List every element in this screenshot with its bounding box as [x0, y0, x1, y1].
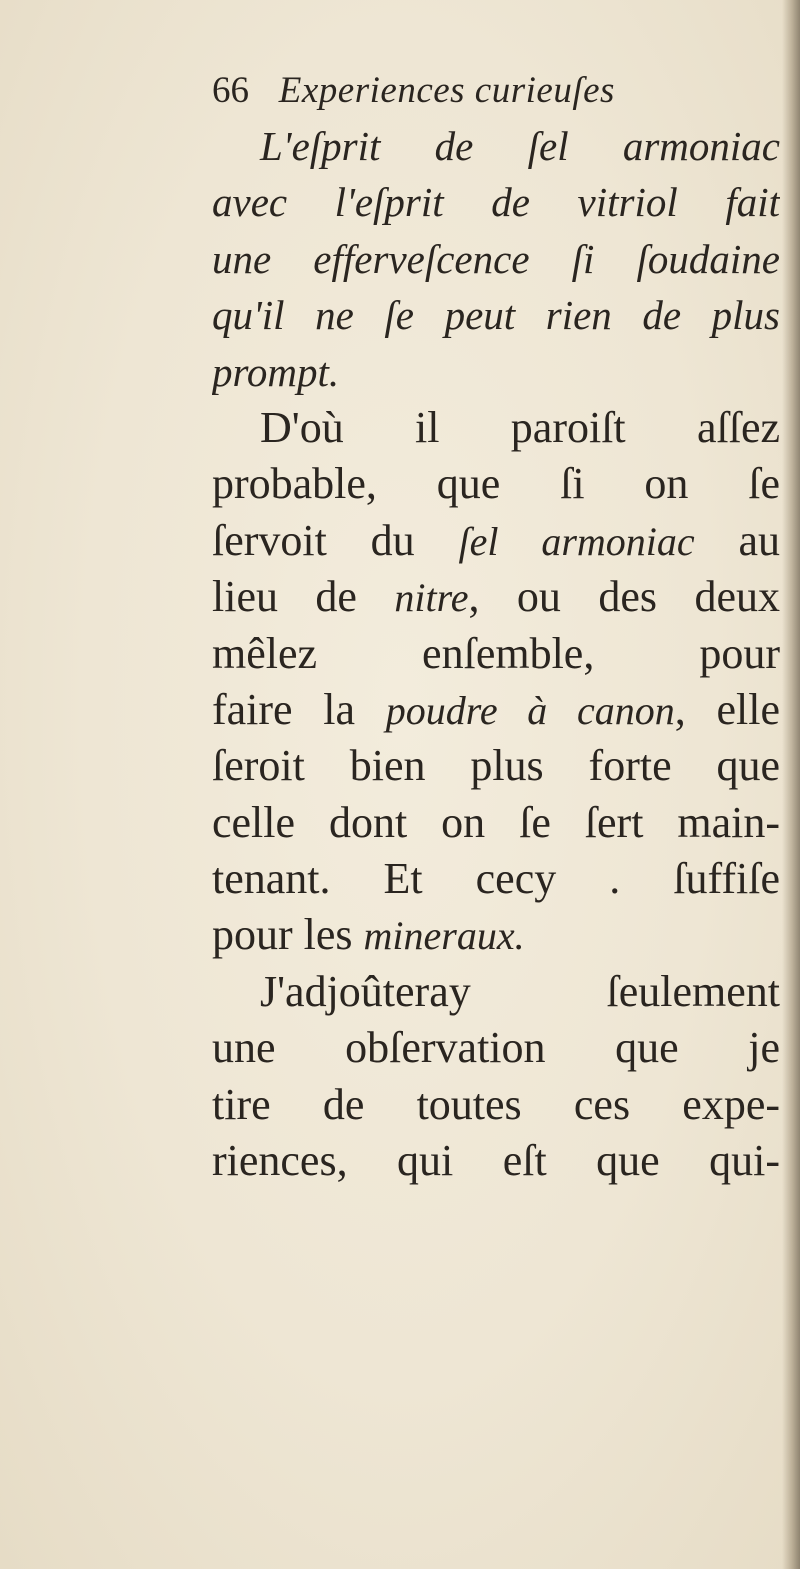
italic-text-segment: nitre [394, 575, 469, 621]
body-text [212, 118, 780, 1189]
text-line [212, 344, 780, 400]
text-line [212, 569, 780, 625]
italic-text-segment: prompt. [212, 348, 340, 395]
italic-text-segment: une efferveſcence ſi ſoudaine [212, 235, 780, 282]
text-segment: celle dont on ſe ſert main- [212, 797, 780, 847]
text-line [212, 964, 780, 1020]
text-segment: D'où il paroiſt aſſez [260, 402, 780, 452]
text-segment: ſervoit du [212, 515, 459, 565]
text-line [212, 1077, 780, 1133]
page-number: 66 [212, 70, 249, 111]
running-header [212, 62, 780, 118]
text-line [212, 682, 780, 738]
italic-text-segment: avec l'eſprit de vitriol fait [212, 179, 780, 226]
text-block [212, 62, 780, 1189]
text-line [212, 738, 780, 794]
text-segment: pour les [212, 910, 364, 960]
text-segment: tenant. Et cecy . ſuffiſe [212, 854, 780, 904]
text-segment: ſeroit bien plus forte que [212, 741, 780, 791]
text-segment: , elle [674, 684, 780, 734]
text-segment: une obſervation que je [212, 1023, 780, 1073]
text-segment: au [694, 515, 780, 565]
text-line [212, 795, 780, 851]
text-line [212, 456, 780, 512]
text-segment: faire la [212, 684, 386, 734]
text-segment: J'adjoûteray ſeulement [260, 966, 780, 1016]
text-segment: tire de toutes ces expe- [212, 1079, 780, 1129]
text-segment: riences, qui eſt que qui- [212, 1136, 780, 1186]
text-line [212, 626, 780, 682]
text-line [212, 118, 780, 174]
text-line [212, 400, 780, 456]
italic-text-segment: mineraux. [363, 913, 525, 959]
text-line [212, 907, 780, 963]
text-line [212, 513, 780, 569]
page-gutter-shadow [782, 0, 800, 1569]
text-segment: mêlez enſemble, pour [212, 628, 780, 678]
text-line [212, 174, 780, 230]
italic-text-segment: L'eſprit de ſel armoniac [260, 123, 780, 169]
text-segment: lieu de [212, 572, 395, 622]
text-line [212, 1133, 780, 1189]
text-line [212, 851, 780, 907]
running-title: Experiences curieuſes [278, 70, 615, 111]
text-segment: , ou des deux [468, 572, 780, 622]
text-line [212, 1020, 780, 1076]
italic-text-segment: qu'il ne ſe peut rien de plus [212, 292, 780, 339]
text-line [212, 231, 780, 287]
italic-text-segment: poudre à canon [385, 687, 675, 733]
text-segment: probable, que ſi on ſe [212, 459, 780, 509]
italic-text-segment: ſel armoniac [458, 518, 695, 564]
text-line [212, 287, 780, 343]
